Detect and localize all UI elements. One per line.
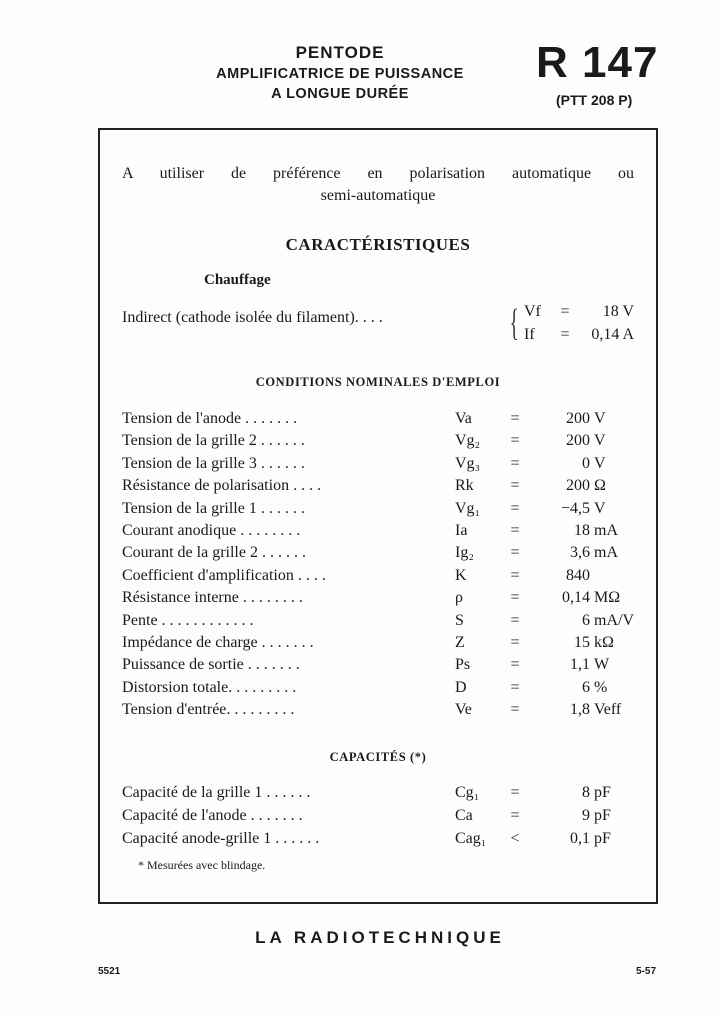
heating-symbol: If — [524, 326, 535, 343]
parameter-symbol: Z — [455, 634, 465, 651]
parameter-unit: pF — [594, 830, 611, 847]
parameter-row — [122, 632, 642, 654]
tube-lifespan: A LONGUE DURÉE — [271, 86, 409, 102]
heating-eq: = — [560, 303, 570, 320]
ptt-reference: (PTT 208 P) — [556, 92, 633, 108]
brand-name: LA RADIOTECHNIQUE — [255, 928, 505, 947]
parameter-number: 18 — [574, 522, 590, 539]
parameter-number: 6 — [582, 678, 590, 696]
heating-row-vf — [524, 301, 634, 323]
parameter-symbol: Ia — [455, 522, 468, 539]
parameter-value — [522, 632, 642, 654]
parameter-number: 0,1 — [570, 830, 590, 847]
parameter-value — [522, 475, 642, 497]
parameter-relation: = — [510, 784, 520, 801]
parameter-value — [522, 565, 642, 587]
parameter-row — [122, 587, 642, 609]
parameter-number: 200 — [566, 432, 590, 450]
parameter-relation: = — [510, 566, 520, 584]
parameter-label: Courant anodique . . . . . . . . — [122, 522, 301, 539]
parameter-relation: = — [510, 522, 520, 539]
parameter-label: Courant de la grille 2 . . . . . . — [122, 544, 306, 562]
parameter-row — [122, 782, 642, 804]
heating-value: 0,14 A — [591, 326, 634, 343]
parameter-value — [522, 498, 642, 520]
parameter-number: 200 — [566, 410, 590, 427]
parameter-label: Coefficient d'amplification . . . . — [122, 566, 326, 584]
parameter-label: Capacité anode-grille 1 . . . . . . — [122, 830, 320, 847]
parameter-unit: mA/V — [594, 611, 634, 629]
parameter-relation: = — [510, 589, 520, 607]
parameter-label: Tension de la grille 1 . . . . . . — [122, 499, 305, 517]
parameter-symbol: Cg₁ — [455, 784, 480, 801]
parameter-unit: pF — [594, 807, 611, 824]
intro-text — [122, 163, 634, 207]
parameter-row — [122, 453, 642, 475]
parameter-unit: mA — [594, 544, 618, 562]
parameter-unit: W — [594, 656, 610, 674]
parameter-row — [122, 828, 642, 850]
parameter-number: −4,5 — [560, 499, 590, 517]
parameter-label: Tension de l'anode . . . . . . . — [122, 410, 298, 427]
parameter-number: 6 — [582, 611, 590, 629]
parameter-relation: = — [510, 454, 520, 472]
tube-function: AMPLIFICATRICE DE PUISSANCE — [216, 66, 464, 82]
parameter-symbol: Ps — [455, 656, 471, 674]
parameter-row — [122, 520, 642, 542]
parameter-value — [522, 408, 642, 430]
parameter-label: Capacité de la grille 1 . . . . . . — [122, 784, 311, 801]
parameter-symbol: Va — [455, 410, 472, 427]
parameter-symbol: Ve — [455, 701, 472, 719]
parameter-unit: kΩ — [594, 634, 614, 651]
parameter-number: 0,14 — [562, 589, 590, 607]
intro-line-2: semi-automatique — [320, 187, 436, 204]
parameter-value — [522, 828, 642, 850]
parameter-symbol: Rk — [455, 477, 474, 495]
parameter-unit: Ω — [594, 477, 606, 495]
parameter-label: Distorsion totale. . . . . . . . . — [122, 678, 297, 696]
parameter-row — [122, 610, 642, 632]
parameter-relation: = — [510, 656, 520, 674]
parameter-number: 0 — [582, 454, 590, 472]
parameter-unit: MΩ — [594, 589, 621, 607]
parameter-value — [522, 782, 642, 804]
heating-brace: { — [509, 302, 519, 344]
heating-eq: = — [560, 326, 570, 343]
parameter-row — [122, 699, 642, 721]
parameter-relation: = — [510, 701, 520, 719]
parameter-unit: mA — [594, 522, 618, 539]
parameter-symbol: Ig₂ — [455, 544, 474, 562]
parameter-label: Tension de la grille 2 . . . . . . — [122, 432, 305, 450]
parameter-unit: V — [594, 499, 606, 517]
parameter-label: Capacité de l'anode . . . . . . . — [122, 807, 303, 824]
parameter-row — [122, 565, 642, 587]
parameter-value — [522, 699, 642, 721]
parameter-row — [122, 498, 642, 520]
parameter-relation: < — [510, 830, 520, 847]
heating-title: Chauffage — [204, 272, 271, 288]
parameter-relation: = — [510, 544, 520, 562]
parameter-symbol: Vg₃ — [455, 454, 481, 472]
tube-type: PENTODE — [295, 43, 385, 62]
heating-symbol: Vf — [524, 303, 541, 320]
parameter-number: 200 — [566, 477, 590, 495]
heating-label: Indirect (cathode isolée du filament). . . . — [122, 309, 383, 326]
parameter-number: 8 — [582, 784, 590, 801]
parameter-row — [122, 805, 642, 827]
parameter-symbol: Cag₁ — [455, 830, 487, 847]
parameter-symbol: ρ — [455, 589, 463, 607]
parameter-label: Résistance interne . . . . . . . . — [122, 589, 303, 607]
parameter-row — [122, 475, 642, 497]
parameter-relation: = — [510, 432, 520, 450]
parameter-value — [522, 654, 642, 676]
capacities-title: CAPACITÉS (*) — [329, 750, 427, 764]
parameter-symbol: Ca — [455, 807, 473, 824]
parameter-relation: = — [510, 499, 520, 517]
parameter-relation: = — [510, 807, 520, 824]
parameter-number: 1,8 — [570, 701, 590, 719]
parameter-value — [522, 520, 642, 542]
parameter-row — [122, 430, 642, 452]
parameter-relation: = — [510, 410, 520, 427]
parameter-value — [522, 610, 642, 632]
header-title-block — [160, 42, 520, 104]
parameter-symbol: Vg₁ — [455, 499, 481, 517]
parameter-symbol: Vg₂ — [455, 432, 481, 450]
parameter-number: 15 — [574, 634, 590, 651]
document-date: 5-57 — [636, 966, 657, 977]
parameter-number: 9 — [582, 807, 590, 824]
parameter-unit: % — [594, 678, 608, 696]
parameter-label: Tension d'entrée. . . . . . . . . — [122, 701, 295, 719]
shielding-note: * Mesurées avec blindage. — [138, 858, 266, 872]
parameter-label: Tension de la grille 3 . . . . . . — [122, 454, 305, 472]
parameter-row — [122, 542, 642, 564]
parameter-value — [522, 542, 642, 564]
parameter-number: 3,6 — [570, 544, 590, 562]
parameter-relation: = — [510, 678, 520, 696]
parameter-label: Impédance de charge . . . . . . . — [122, 634, 314, 651]
document-code: 5521 — [98, 966, 121, 977]
parameter-value — [522, 430, 642, 452]
parameter-symbol: S — [455, 611, 464, 629]
intro-line-1: A utiliser de préférence en polarisation automatique ou — [122, 165, 634, 182]
parameter-relation: = — [510, 611, 520, 629]
parameter-relation: = — [510, 477, 520, 495]
model-number: R 147 — [536, 38, 659, 87]
parameter-label: Résistance de polarisation . . . . — [122, 477, 322, 495]
parameter-symbol: D — [455, 678, 467, 696]
parameter-number: 840 — [566, 566, 590, 584]
parameter-row — [122, 654, 642, 676]
parameter-value — [522, 677, 642, 699]
parameter-value — [522, 805, 642, 827]
conditions-title: CONDITIONS NOMINALES D'EMPLOI — [255, 375, 501, 389]
parameter-value — [522, 453, 642, 475]
parameter-label: Puissance de sortie . . . . . . . — [122, 656, 300, 674]
parameter-unit: V — [594, 454, 606, 472]
heating-value: 18 V — [602, 303, 634, 320]
parameter-value — [522, 587, 642, 609]
parameter-relation: = — [510, 634, 520, 651]
heating-row-if — [524, 324, 634, 346]
parameter-row — [122, 677, 642, 699]
parameter-unit: V — [594, 410, 606, 427]
parameter-label: Pente . . . . . . . . . . . . — [122, 611, 254, 629]
characteristics-title: CARACTÉRISTIQUES — [285, 235, 471, 254]
parameter-symbol: K — [455, 566, 467, 584]
parameter-unit: Veff — [594, 701, 622, 719]
parameter-row — [122, 408, 642, 430]
parameter-unit: V — [594, 432, 606, 450]
parameter-unit: pF — [594, 784, 611, 801]
parameter-number: 1,1 — [570, 656, 590, 674]
